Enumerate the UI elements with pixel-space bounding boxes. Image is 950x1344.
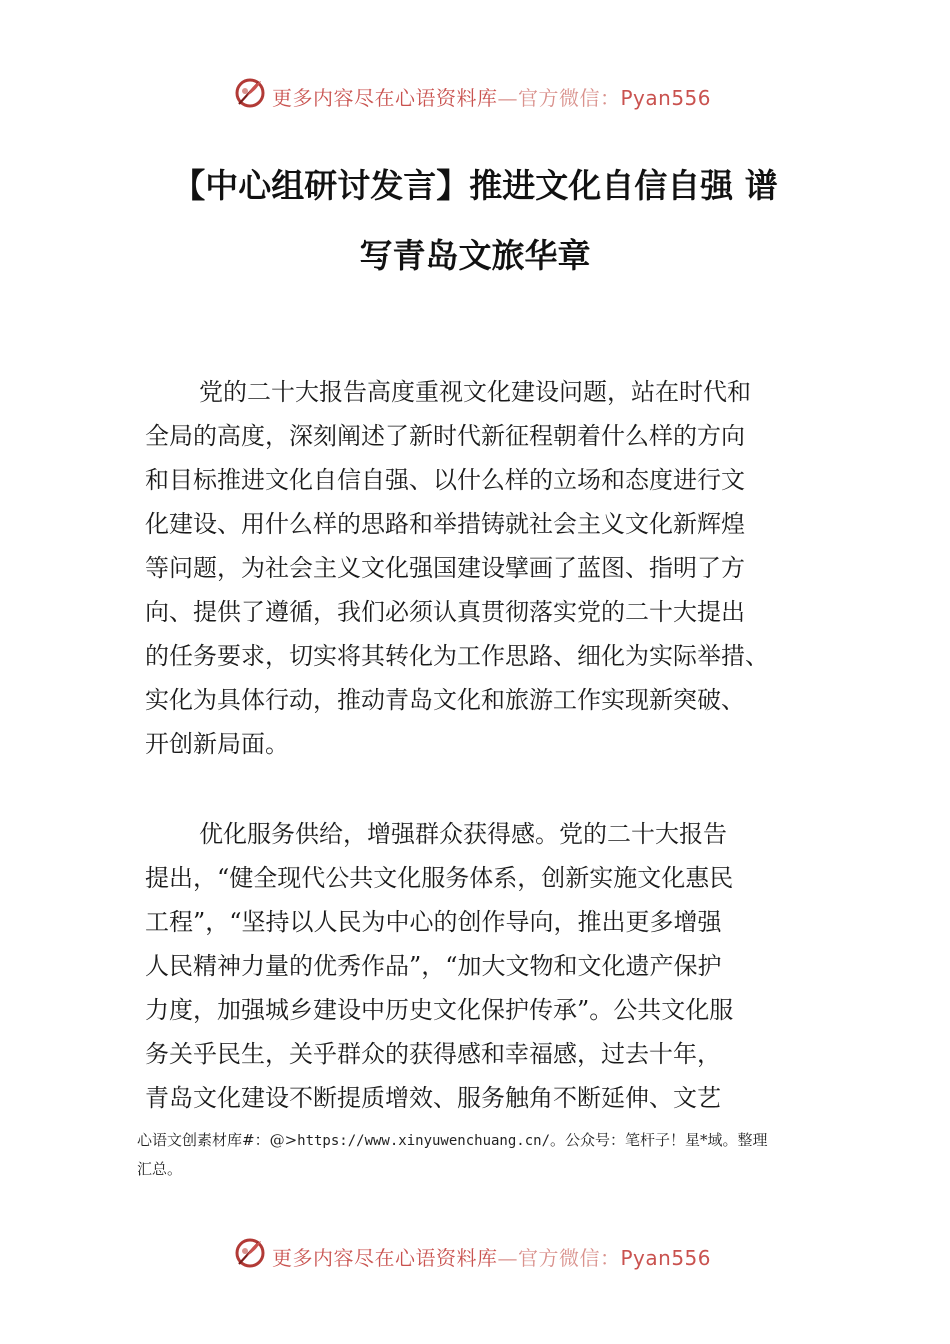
document-title-line-2: 写青岛文旅华章 (359, 236, 591, 275)
paragraph-line: 向、提供了遵循，我们必须认真贯彻落实党的二十大提出 (145, 598, 745, 626)
footer-banner (0, 1234, 950, 1274)
body-paragraph-1 (145, 370, 850, 766)
footnote-line-2: 汇总。 (137, 1160, 183, 1178)
banner-text (272, 1242, 711, 1271)
paragraph-line: 优化服务供给，增强群众获得感。党的二十大报告 (199, 820, 727, 848)
paragraph-line: 提出，“健全现代公共文化服务体系，创新实施文化惠民 (145, 864, 734, 892)
banner-dash: — (497, 86, 518, 110)
header-banner (0, 74, 950, 114)
paragraph-line: 工程”，“坚持以人民为中心的创作导向，推出更多增强 (145, 908, 722, 936)
banner-text (272, 82, 711, 111)
footnote-prefix: 心语文创素材库#：@> (137, 1131, 298, 1149)
banner-main-text: 更多内容尽在心语资料库 (272, 1246, 498, 1270)
paragraph-line: 青岛文化建设不断提质增效、服务触角不断延伸、文艺 (145, 1084, 721, 1112)
paragraph-line: 人民精神力量的优秀作品”，“加大文物和文化遗产保护 (145, 952, 722, 980)
paragraph-line: 开创新局面。 (145, 730, 289, 758)
banner-dash: — (497, 1246, 518, 1270)
banner-official-label: 官方微信： (518, 1246, 621, 1270)
document-title-line-1: 【中心组研讨发言】推进文化自信自强 谱 (172, 166, 778, 205)
paragraph-line: 党的二十大报告高度重视文化建设问题，站在时代和 (199, 378, 751, 406)
paragraph-line: 实化为具体行动，推动青岛文化和旅游工作实现新突破、 (145, 686, 745, 714)
feather-logo-icon (233, 76, 267, 110)
paragraph-line: 等问题，为社会主义文化强国建设擘画了蓝图、指明了方 (145, 554, 745, 582)
footnote-line-1 (137, 1126, 837, 1155)
paragraph-line: 力度，加强城乡建设中历史文化保护传承”。公共文化服 (145, 996, 734, 1024)
footnote-url-link[interactable]: https://www.xinyuwenchuang.cn/ (297, 1133, 551, 1149)
body-paragraph-2 (145, 812, 850, 1120)
paragraph-line: 务关乎民生，关乎群众的获得感和幸福感，过去十年， (145, 1040, 721, 1068)
banner-wechat-id: Pyan556 (620, 86, 712, 110)
banner-wechat-id: Pyan556 (620, 1246, 712, 1270)
banner-main-text: 更多内容尽在心语资料库 (272, 86, 498, 110)
paragraph-line: 和目标推进文化自信自强、以什么样的立场和态度进行文 (145, 466, 745, 494)
banner-official-label: 官方微信： (518, 86, 621, 110)
paragraph-line: 化建设、用什么样的思路和举措铸就社会主义文化新辉煌 (145, 510, 745, 538)
feather-logo-icon (233, 1236, 267, 1270)
paragraph-line: 的任务要求，切实将其转化为工作思路、细化为实际举措、 (145, 642, 769, 670)
paragraph-line: 全局的高度，深刻阐述了新时代新征程朝着什么样的方向 (145, 422, 745, 450)
source-footnote (137, 1126, 837, 1183)
footnote-suffix: 。公众号：笔杆子！星*域。整理 (550, 1131, 768, 1149)
